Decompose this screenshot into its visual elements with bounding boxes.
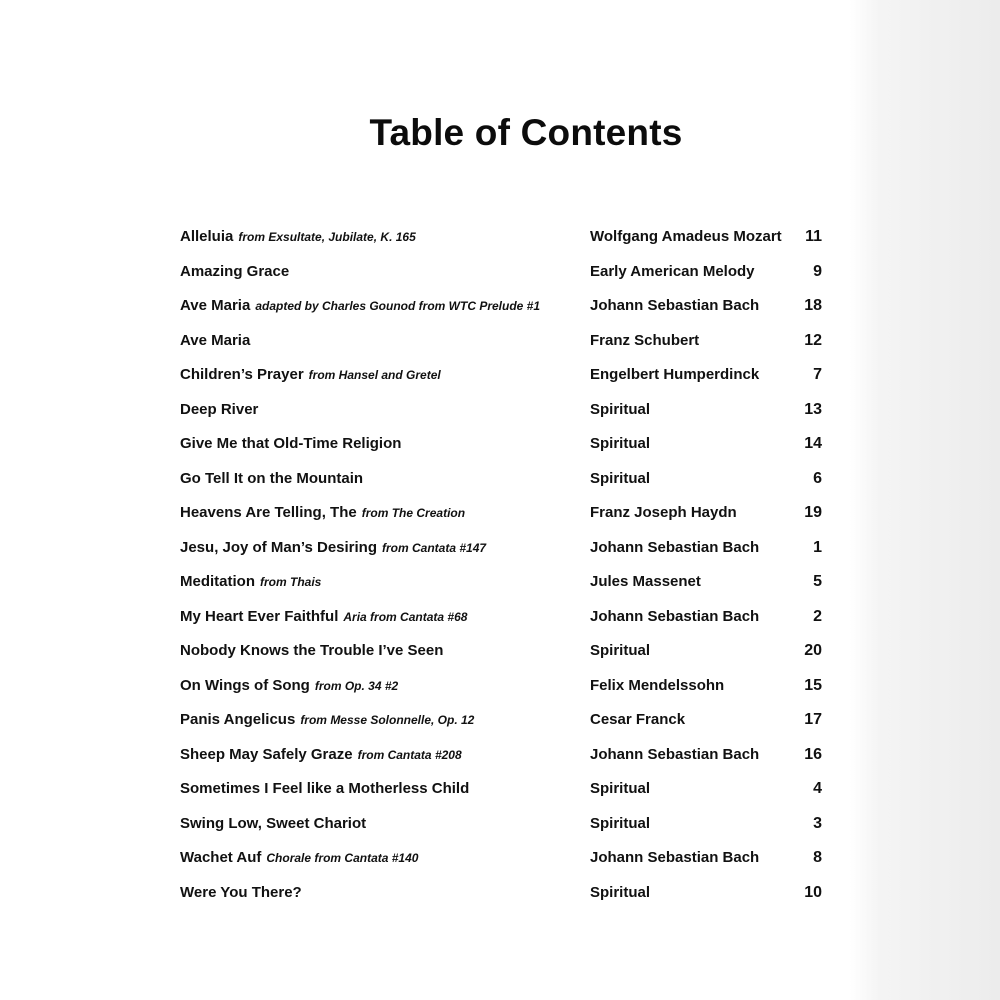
toc-entry [180,841,830,875]
toc-entry [180,220,830,254]
composer-name: Jules Massenet [590,573,701,590]
song-source: from Cantata #208 [357,747,462,762]
song-cell [180,703,580,737]
composer-name: Spiritual [590,642,651,659]
composer-name: Johann Sebastian Bach [590,849,760,866]
page-number: 19 [804,504,822,521]
song-cell [180,255,580,289]
song-cell [180,807,580,841]
song-source: Chorale from Cantata #140 [266,851,419,865]
toc-entry [180,565,830,599]
composer-name: Spiritual [590,469,651,487]
page-number: 13 [804,400,822,418]
page-number: 18 [804,297,822,314]
song-title: Panis Angelicus [180,711,296,728]
song-cell [180,220,580,254]
song-source: from Thais [260,575,322,589]
toc-entry [180,669,830,703]
composer-name: Spiritual [590,780,651,797]
page-number: 8 [813,849,822,866]
page-number: 12 [804,331,822,349]
toc-entry [180,462,830,496]
composer-name: Spiritual [590,400,651,418]
toc-entry [180,876,830,910]
song-title: Deep River [180,400,259,418]
song-cell [180,841,580,875]
toc-entry [180,496,830,530]
song-cell [180,393,580,427]
song-title: On Wings of Song [180,676,310,694]
page-number: 7 [813,366,822,383]
song-cell [180,358,580,392]
toc-entry [180,600,830,634]
page-number: 15 [804,676,822,694]
song-cell [180,600,580,634]
composer-name: Early American Melody [590,262,755,280]
table-of-contents [180,220,830,910]
toc-entry [180,634,830,668]
song-cell [180,427,580,461]
song-title: My Heart Ever Faithful [180,607,339,625]
song-title: Amazing Grace [180,262,290,280]
page-number: 5 [813,573,822,590]
song-title: Nobody Knows the Trouble I’ve Seen [180,642,444,659]
toc-entry [180,358,830,392]
composer-name: Spiritual [590,814,651,832]
page-number: 20 [804,642,822,659]
toc-entry [180,807,830,841]
composer-name: Cesar Franck [590,711,686,728]
composer-name: Engelbert Humperdinck [590,366,760,383]
toc-entry [180,324,830,358]
song-title: Sheep May Safely Graze [180,745,353,763]
song-source: from Exsultate, Jubilate, K. 165 [238,230,416,244]
page-number: 9 [813,262,822,280]
song-title: Swing Low, Sweet Chariot [180,814,367,832]
toc-entry [180,531,830,565]
song-source: from Op. 34 #2 [314,678,399,693]
song-title: Wachet Auf [180,849,262,866]
song-title: Children’s Prayer [180,366,304,383]
song-title: Alleluia [180,228,234,245]
toc-entry [180,393,830,427]
song-source: from Cantata #147 [382,540,487,555]
composer-name: Johann Sebastian Bach [590,745,760,763]
composer-name: Johann Sebastian Bach [590,297,760,314]
page-number: 14 [804,435,822,452]
page-number: 6 [813,469,822,487]
song-cell [180,496,580,530]
song-title: Were You There? [180,883,302,901]
song-cell [180,669,580,703]
song-cell [180,289,580,323]
song-title: Jesu, Joy of Man’s Desiring [180,538,377,556]
composer-name: Wolfgang Amadeus Mozart [590,228,782,245]
song-title: Meditation [180,573,255,590]
page-title: Table of Contents [369,112,683,153]
song-source: adapted by Charles Gounod from WTC Prelude #1 [255,299,541,313]
toc-entry [180,738,830,772]
page-number: 10 [804,883,822,901]
toc-entry [180,772,830,806]
song-cell [180,772,580,806]
song-title: Sometimes I Feel like a Motherless Child [180,780,470,797]
song-title: Heavens Are Telling, The [180,504,357,521]
composer-name: Franz Joseph Haydn [590,504,737,521]
toc-entry [180,703,830,737]
composer-name: Franz Schubert [590,331,700,349]
composer-name: Felix Mendelssohn [590,676,725,694]
song-source: from Hansel and Gretel [308,368,441,382]
page-number: 17 [804,711,822,728]
song-source: Aria from Cantata #68 [343,609,468,624]
page-number: 3 [813,814,822,832]
composer-name: Spiritual [590,435,651,452]
song-cell [180,462,580,496]
composer-name: Johann Sebastian Bach [590,607,760,625]
song-cell [180,531,580,565]
song-cell [180,634,580,668]
song-source: from The Creation [361,506,466,520]
song-title: Ave Maria [180,297,251,314]
song-cell [180,876,580,910]
song-title: Ave Maria [180,331,251,349]
composer-name: Johann Sebastian Bach [590,538,760,556]
song-title: Give Me that Old-Time Religion [180,435,402,452]
song-cell [180,738,580,772]
song-source: from Messe Solonnelle, Op. 12 [300,713,475,727]
song-cell [180,324,580,358]
toc-entry [180,255,830,289]
song-cell [180,565,580,599]
composer-name: Spiritual [590,883,651,901]
page-number: 1 [813,538,822,556]
toc-entry [180,427,830,461]
page-number: 16 [804,745,822,763]
page-number: 4 [813,780,822,797]
page-number: 2 [813,607,822,625]
page-number: 11 [805,228,822,245]
toc-entry [180,289,830,323]
song-title: Go Tell It on the Mountain [180,469,364,487]
